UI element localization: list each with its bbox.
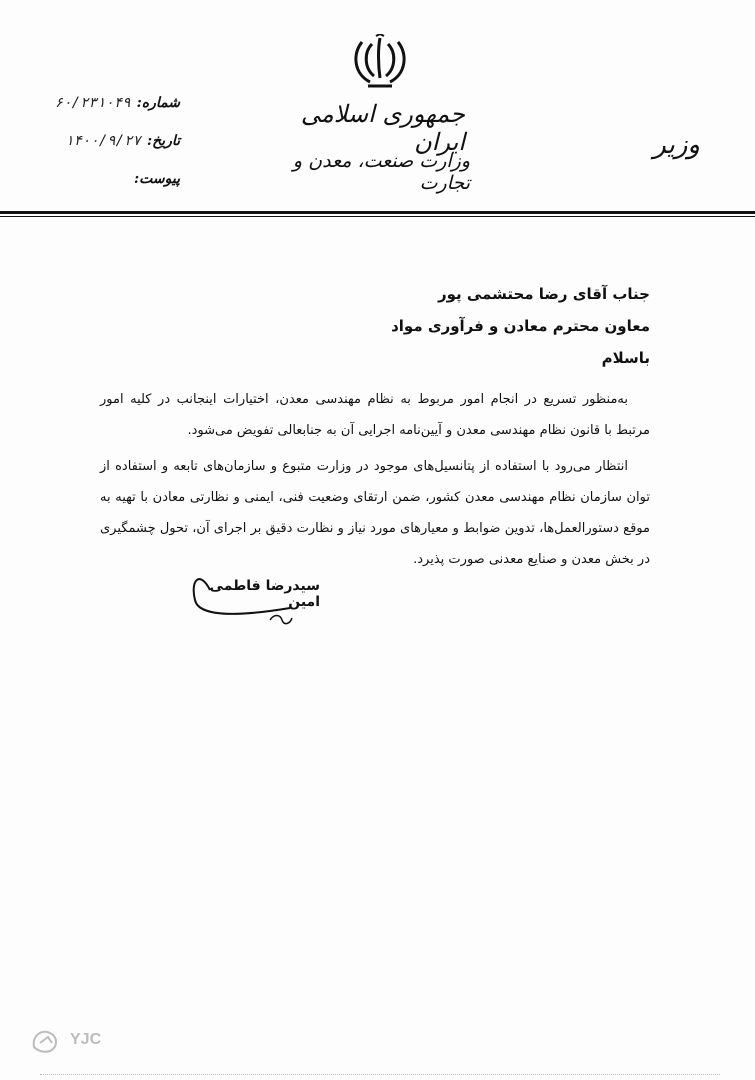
yjc-watermark (28, 1020, 118, 1060)
attachment-row (30, 160, 180, 198)
bottom-edge (40, 1074, 720, 1077)
ministry-title: وزارت صنعت، معدن و تجارت (292, 150, 470, 194)
paragraph-2: انتظار می‌رود با استفاده از پتانسیل‌های موجود در وزارت متبوع و سازمان‌های تابعه و استفاده از توان سازمان نظام مهندسی معدن کشور، ضمن ارتقای وضعیت فنی، ایمنی و نظارتی معادن با تهیه به موقع دستورالعمل‌ها، تدوین ضوابط و معیارهای مورد نیاز و نظارت دقیق بر اجرای آن، تحول چشمگیری در بخش معدن و صنایع معدنی صورت پذیرد. (100, 459, 650, 567)
letter-meta (30, 84, 180, 198)
date-row (30, 122, 180, 160)
number-value: ۶۰/۲۳۱۰۴۹ (54, 95, 131, 111)
date-value: ۱۴۰۰/۹/۲۷ (65, 133, 141, 149)
iran-emblem-icon (350, 34, 410, 92)
date-label: تاریخ: (146, 133, 180, 149)
yjc-logo-icon (28, 1025, 64, 1055)
paragraph-1: به‌منظور تسریع در انجام امور مربوط به نظام مهندسی معدن، اختیارات اینجانب در کلیه امور مرتبط با قانون نظام مهندسی معدن و آیین‌نامه اجرایی آن به جنابعالی تفویض می‌شود. (100, 392, 650, 438)
signatory-name: سیدرضا فاطمی امین (209, 578, 320, 610)
header-divider-thin (0, 216, 755, 217)
greeting: باسلام (601, 349, 650, 367)
minister-role: وزیر (653, 130, 700, 160)
watermark-text: YJC (70, 1031, 102, 1048)
addressee: جناب آقای رضا محتشمی پور (437, 285, 650, 303)
republic-title: جمهوری اسلامی ایران (300, 100, 465, 156)
attachment-label: پیوست: (134, 171, 180, 187)
number-label: شماره: (136, 95, 180, 111)
header-divider (0, 211, 755, 214)
addressee-position: معاون محترم معادن و فرآوری مواد (391, 317, 650, 335)
number-row (30, 84, 180, 122)
letter-body (100, 278, 650, 575)
